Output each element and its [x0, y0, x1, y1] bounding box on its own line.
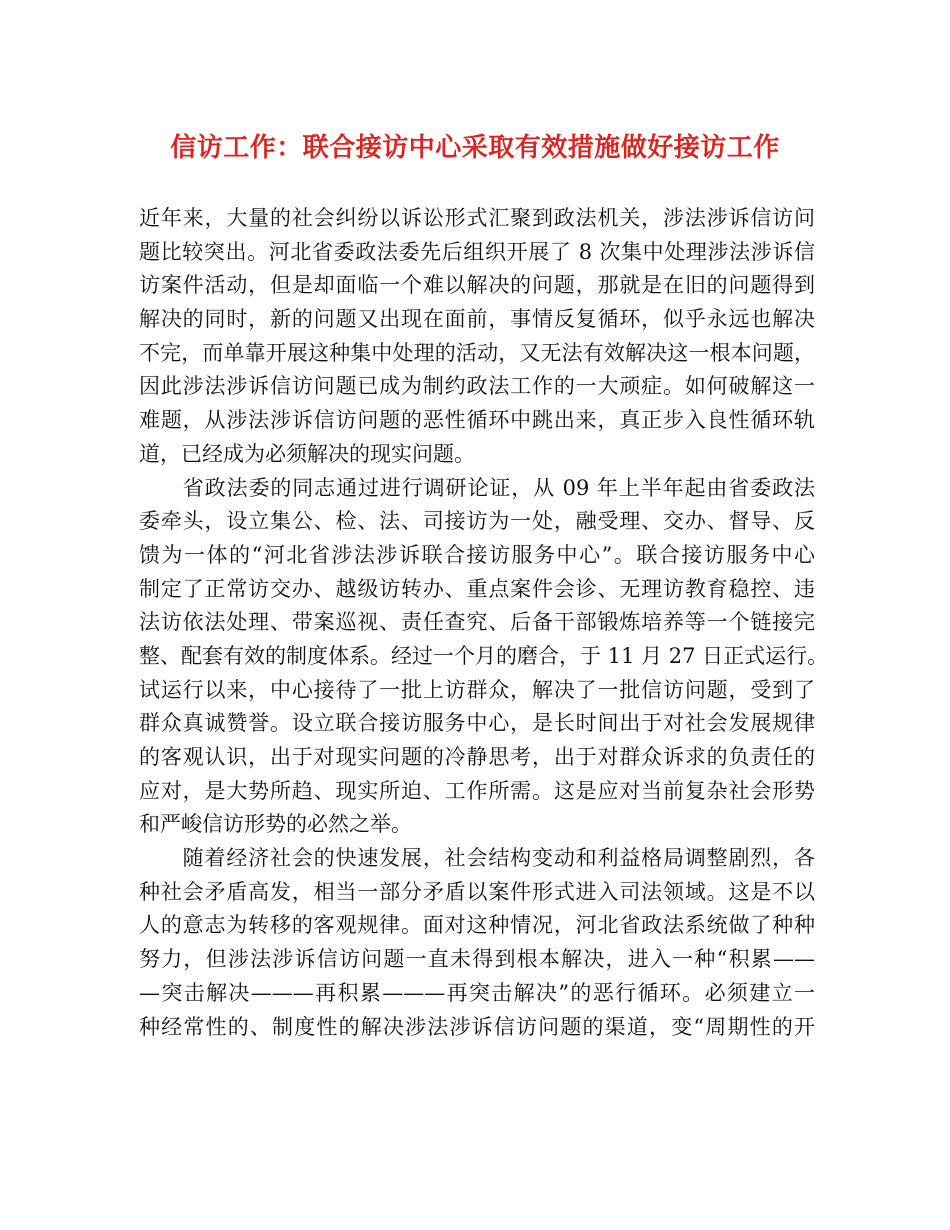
- body-line: 的客观认识，出于对现实问题的冷静思考，出于对群众诉求的负责任的: [139, 745, 815, 769]
- body-line: 近年来，大量的社会纠纷以诉讼形式汇聚到政法机关，涉法涉诉信访问: [139, 206, 815, 230]
- body-line: 馈为一体的“河北省涉法涉诉联合接访服务中心”。联合接访服务中心: [139, 542, 815, 567]
- body-line: —突击解决———再积累———再突击解决”的恶行循环。必须建立一: [139, 980, 815, 1005]
- body-line: 种社会矛盾高发，相当一部分矛盾以案件形式进入司法领域。这是不以: [139, 879, 815, 904]
- body-line: 随着经济社会的快速发展，社会结构变动和利益格局调整剧烈，各: [139, 846, 815, 871]
- document-body: [139, 202, 829, 1044]
- document-title: 信访工作：联合接访中心采取有效措施做好接访工作: [170, 133, 780, 163]
- body-line: 应对，是大势所趋、现实所迫、工作所需。这是应对当前复杂社会形势: [139, 778, 815, 803]
- body-line: 和严峻信访形势的必然之举。: [139, 812, 412, 837]
- body-line: 制定了正常访交办、越级访转办、重点案件会诊、无理访教育稳控、违: [139, 576, 815, 601]
- body-line: 难题，从涉法涉诉信访问题的恶性循环中跳出来，真正步入良性循环轨: [139, 408, 815, 433]
- body-line: 努力，但涉法涉诉信访问题一直未得到根本解决，进入一种“积累——: [139, 947, 815, 972]
- body-line: 群众真诚赞誉。设立联合接访服务中心，是长时间出于对社会发展规律: [139, 711, 815, 736]
- body-line: 道，已经成为必须解决的现实问题。: [139, 441, 475, 466]
- body-line: 整、配套有效的制度体系。经过一个月的磨合，于 11 月 27 日正式运行。: [139, 643, 829, 668]
- body-line: 不完，而单靠开展这种集中处理的活动，又无法有效解决这一根本问题，: [139, 340, 815, 365]
- body-line: 因此涉法涉诉信访问题已成为制约政法工作的一大顽症。如何破解这一: [139, 374, 815, 399]
- body-line: 法访依法处理、带案巡视、责任查究、后备干部锻炼培养等一个链接完: [139, 610, 815, 635]
- body-line: 委牵头，设立集公、检、法、司接访为一处，融受理、交办、督导、反: [139, 509, 815, 534]
- body-line: 题比较突出。河北省委政法委先后组织开展了 8 次集中处理涉法涉诉信: [139, 239, 815, 264]
- body-line: 试运行以来，中心接待了一批上访群众，解决了一批信访问题，受到了: [139, 677, 815, 702]
- body-line: 访案件活动，但是却面临一个难以解决的问题，那就是在旧的问题得到: [139, 273, 815, 298]
- body-line: 解决的同时，新的问题又出现在面前，事情反复循环，似乎永远也解决: [139, 307, 815, 332]
- body-line: 省政法委的同志通过进行调研论证，从 09 年上半年起由省委政法: [139, 475, 815, 500]
- body-line: 人的意志为转移的客观规律。面对这种情况，河北省政法系统做了种种: [139, 913, 815, 938]
- body-line: 种经常性的、制度性的解决涉法涉诉信访问题的渠道，变“周期性的开: [139, 1014, 815, 1039]
